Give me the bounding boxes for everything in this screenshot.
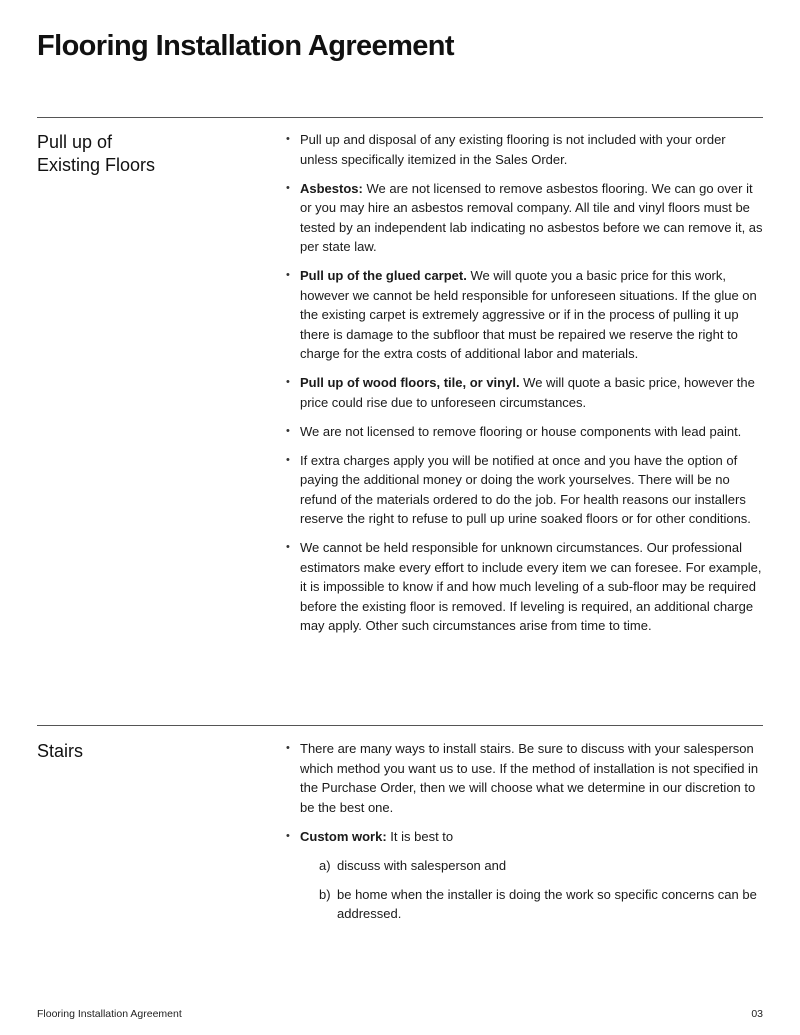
bullet-item xyxy=(300,739,765,817)
bullet-text: If extra charges apply you will be notified at once and you have the option of paying the additional money or doing the work yourselves. There will be no refund of the materials ordered to do the job. For health reasons our installers reserve the right to refuse to pull up urine soaked floors or for other conditions. xyxy=(300,452,751,526)
footer-document-name: Flooring Installation Agreement xyxy=(37,1008,182,1020)
bullet-text: We cannot be held responsible for unknown circumstances. Our professional estimators make every effort to include every item we can foresee. For example, it is impossible to know if and how much leveling of a sub-floor may be required before the existing floor is removed. If leveling is required, an additional charge may apply. Other such circumstances arise from time to time. xyxy=(300,540,762,633)
section-heading-pull-up xyxy=(37,131,155,177)
sublist-text: be home when the installer is doing the work so specific concerns can be addressed. xyxy=(337,886,757,921)
document-title: Flooring Installation Agreement xyxy=(37,30,454,62)
section-divider xyxy=(37,117,763,118)
bullet-lead: Custom work: xyxy=(300,828,387,844)
stairs-bullet-list xyxy=(300,739,765,933)
bullet-text: It is best to xyxy=(386,828,454,844)
bullet-text: There are many ways to install stairs. Be sure to discuss with your salesperson which method you want us to use. If the method of installation is not specified in the Purchase Order, then we will choose what we determine in our discretion to be the best one. xyxy=(300,741,759,815)
custom-work-sublist xyxy=(300,856,765,924)
bullet-item-asbestos xyxy=(300,179,765,257)
pull-up-bullet-list xyxy=(300,130,765,645)
bullet-item xyxy=(300,130,765,169)
sublist-item xyxy=(300,856,765,876)
bullet-item-custom-work xyxy=(300,827,765,924)
section-heading-line: Existing Floors xyxy=(37,155,156,175)
bullet-lead: Asbestos: xyxy=(300,180,363,196)
sublist-marker: b) xyxy=(319,886,331,902)
bullet-item xyxy=(300,422,765,442)
bullet-text: We will quote a basic price, however the price could rise due to unforeseen circumstances. xyxy=(300,375,755,410)
sublist-text: discuss with salesperson and xyxy=(337,857,507,873)
bullet-lead: Pull up of wood floors, tile, or vinyl. xyxy=(300,375,520,390)
bullet-text: Pull up and disposal of any existing flooring is not included with your order unless specifically itemized in the Sales Order. xyxy=(300,132,726,167)
bullet-item xyxy=(300,451,765,529)
footer-page-number: 03 xyxy=(751,1008,763,1020)
sublist-item xyxy=(300,885,765,924)
bullet-item-wood-floors xyxy=(300,373,765,412)
bullet-item xyxy=(300,538,765,636)
bullet-text: We will quote you a basic price for this work, however we cannot be held responsible for unforeseen situations. If the glue on the existing carpet is extremely aggressive or if in the process of pulling it up there is damage to the subfloor that must be repaired we reserve the right to charge for the extra costs of additional labor and materials. xyxy=(300,268,757,361)
section-heading-line: Pull up of xyxy=(37,132,113,152)
sublist-marker: a) xyxy=(319,857,331,873)
bullet-item-glued-carpet xyxy=(300,266,765,364)
section-heading-stairs: Stairs xyxy=(37,741,84,761)
bullet-text: We are not licensed to remove asbestos flooring. We can go over it or you may hire an asbestos removal company. All tile and vinyl floors must be tested by an independent lab indicating no asbestos before we can remove it, as per state law. xyxy=(300,180,763,254)
bullet-text: We are not licensed to remove flooring or house components with lead paint. xyxy=(300,423,742,439)
bullet-lead: Pull up of the glued carpet. xyxy=(300,268,467,283)
section-divider xyxy=(37,725,763,726)
